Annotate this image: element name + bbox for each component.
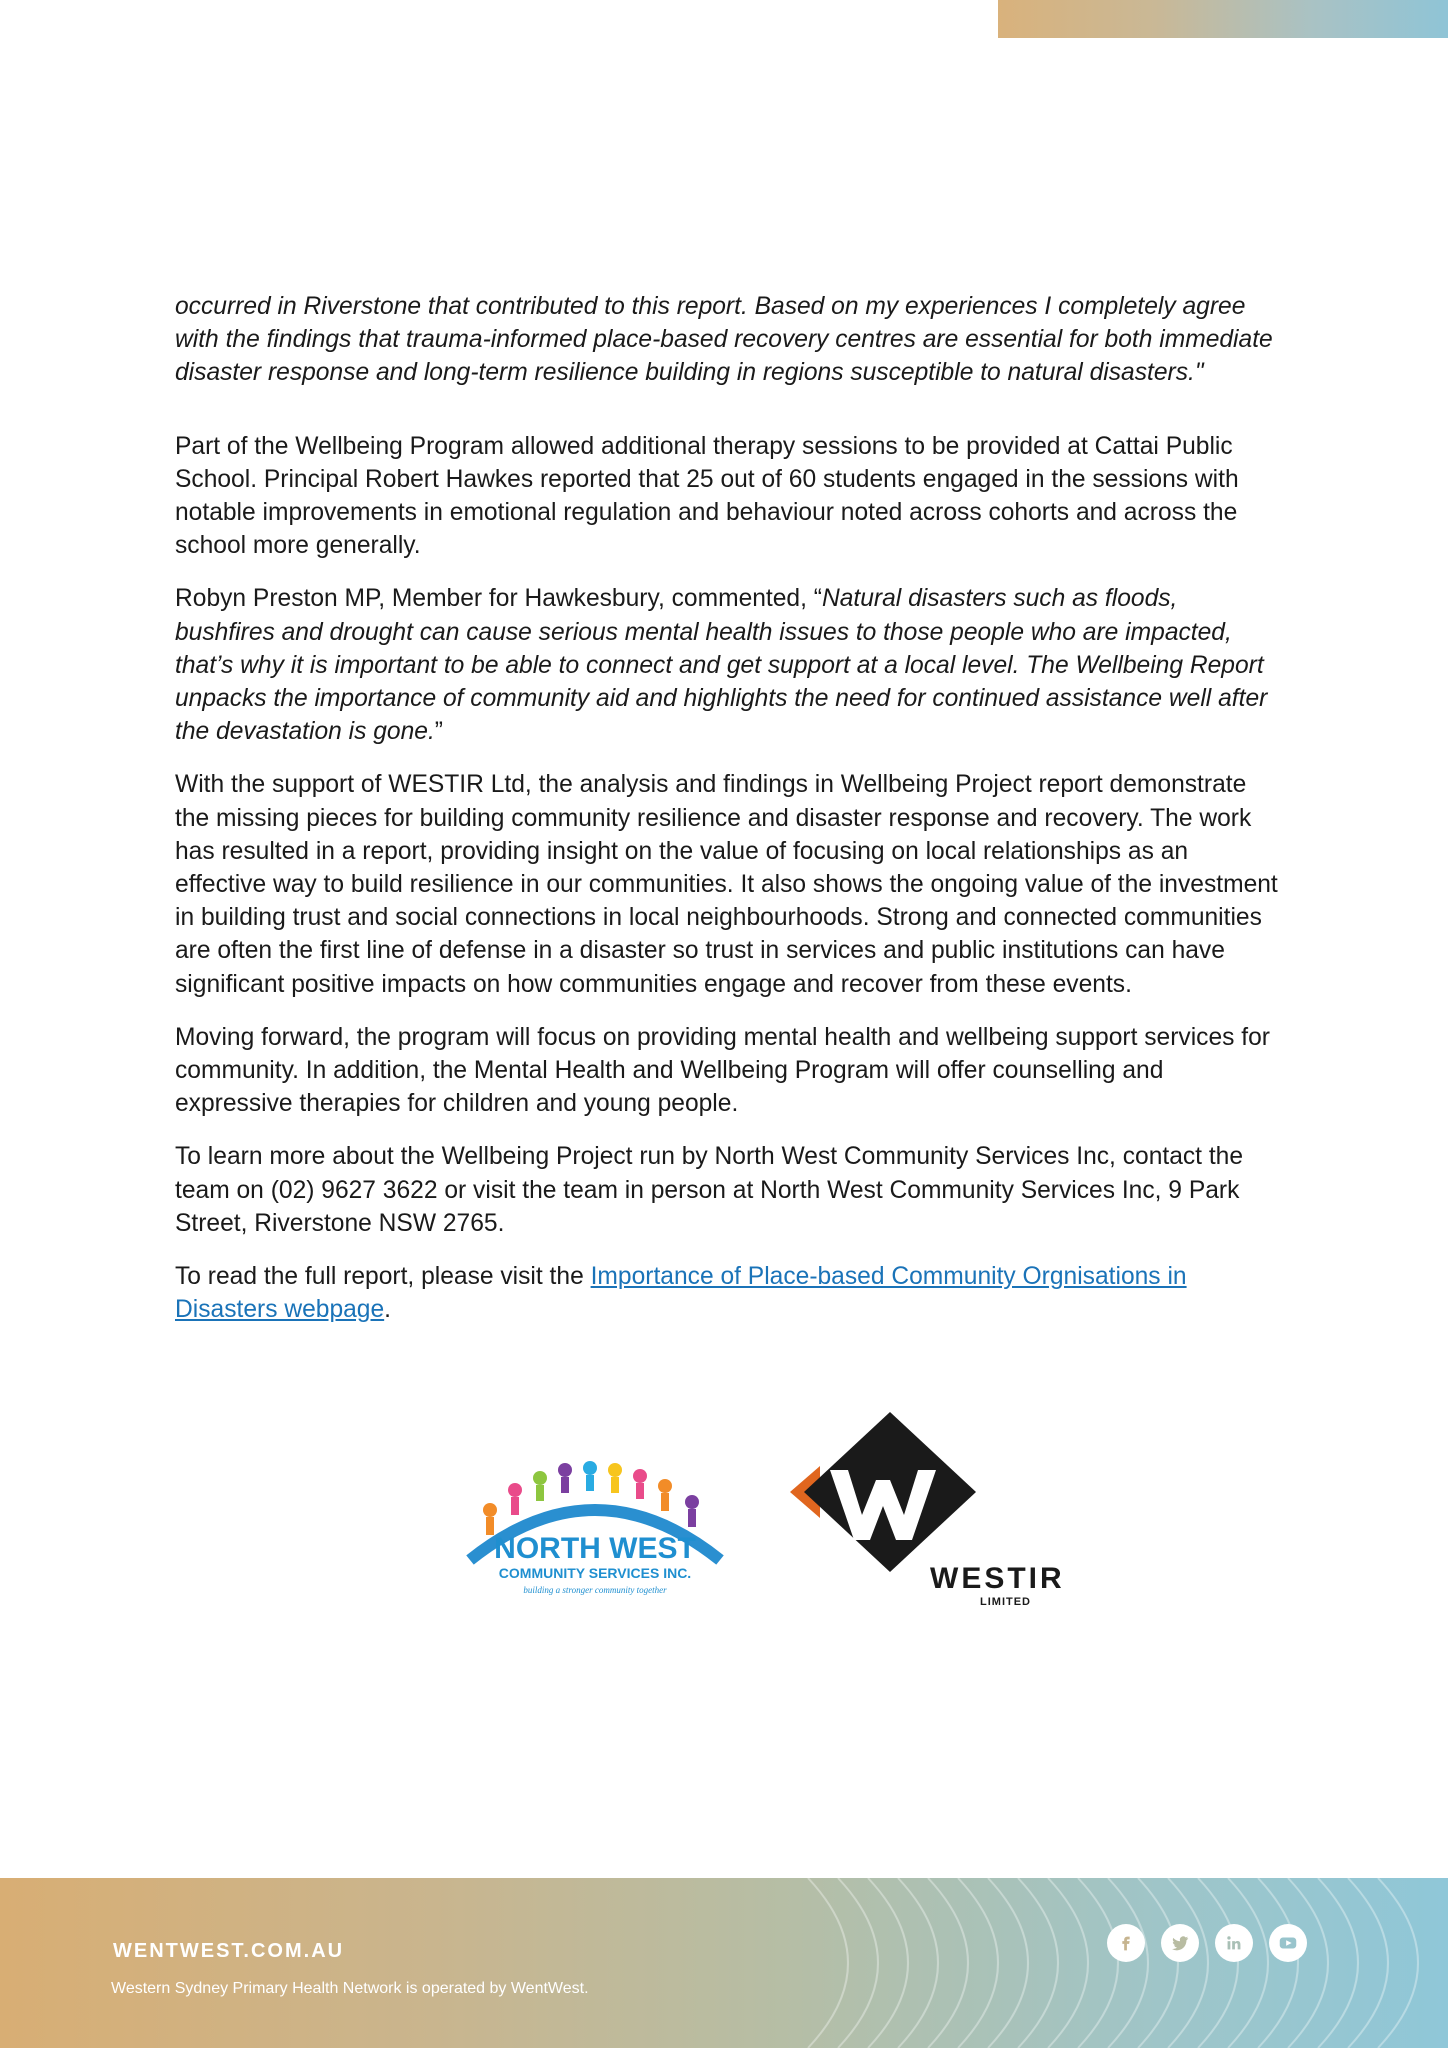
- footer-band: [0, 1878, 1448, 2048]
- footer-operator-note: Western Sydney Primary Health Network is operated by WentWest.: [111, 1980, 589, 1997]
- twitter-icon[interactable]: [1161, 1924, 1199, 1962]
- linkedin-icon[interactable]: [1215, 1924, 1253, 1962]
- social-links: [1107, 1924, 1307, 1962]
- westir-logo-name: WESTIR: [930, 1562, 1065, 1595]
- north-west-logo-tagline: building a stronger community together: [523, 1585, 667, 1595]
- footer-wave-pattern: [808, 1878, 1448, 2048]
- paragraph-robyn-preston: [175, 582, 1280, 748]
- top-accent-band: [998, 0, 1448, 38]
- quote-continuation-text: occurred in Riverstone that contributed to this report. Based on my experiences I completely agree with the findings that trauma-informed place-based recovery centres are essential for both immediate disaster response and long-term resilience building in regions susceptible to natural disasters.": [175, 293, 1273, 387]
- north-west-logo-subtitle: COMMUNITY SERVICES INC.: [498, 1565, 692, 1581]
- quote-lead: Robyn Preston MP, Member for Hawkesbury, commented, “: [175, 585, 822, 613]
- paragraph-moving-forward: Moving forward, the program will focus on providing mental health and wellbeing support services for community. In addition, the Mental Health and Wellbeing Program will offer counselling and expressive therapies for children and young people.: [175, 1023, 1270, 1118]
- westir-logo-sub: LIMITED: [980, 1596, 1031, 1608]
- report-end: .: [384, 1296, 391, 1324]
- article-body: [175, 290, 1280, 1346]
- partner-logos: [460, 1400, 1065, 1620]
- full-report-link[interactable]: Importance of Place-based Community Orgnisations in Disasters webpage: [175, 1263, 1187, 1324]
- quote-close: ”: [434, 718, 443, 746]
- facebook-icon[interactable]: [1107, 1924, 1145, 1962]
- quote-text: Natural disasters such as floods, bushfires and drought can cause serious mental health issues to those people who are impacted, that’s why it is important to be able to connect and get support at a local level. The Wellbeing Report unpacks the importance of community aid and highlights the need for continued assistance well after the devastation is gone.: [175, 585, 1268, 746]
- paragraph-westir-support: With the support of WESTIR Ltd, the analysis and findings in Wellbeing Project report demonstrate the missing pieces for building community resilience and disaster response and recovery. The work has resulted in a report, providing insight on the value of focusing on local relationships as an effective way to build resilience in our communities. It also shows the ongoing value of the investment in building trust and social connections in local neighbourhoods. Strong and connected communities are often the first line of defense in a disaster so trust in services and public institutions can have significant positive impacts on how communities engage and recover from these events.: [175, 771, 1278, 998]
- paragraph-quote-end: [175, 290, 1280, 390]
- paragraph-full-report: [175, 1260, 1280, 1326]
- westir-logo: [770, 1400, 1065, 1610]
- youtube-icon[interactable]: [1269, 1924, 1307, 1962]
- paragraph-cattai-school: Part of the Wellbeing Program allowed additional therapy sessions to be provided at Cattai Public School. Principal Robert Hawkes reported that 25 out of 60 students engaged in the sessions with notable improvements in emotional regulation and behaviour noted across cohorts and across the school more generally.: [175, 432, 1239, 560]
- north-west-community-services-logo: [460, 1440, 730, 1600]
- report-lead: To read the full report, please visit the: [175, 1263, 591, 1291]
- paragraph-contact: To learn more about the Wellbeing Project run by North West Community Services Inc, contact the team on (02) 9627 3622 or visit the team in person at North West Community Services Inc, 9 Park Street, Riverstone NSW 2765.: [175, 1143, 1244, 1237]
- north-west-logo-title: NORTH WEST: [494, 1532, 696, 1565]
- footer-website[interactable]: WENTWEST.COM.AU: [113, 1940, 345, 1962]
